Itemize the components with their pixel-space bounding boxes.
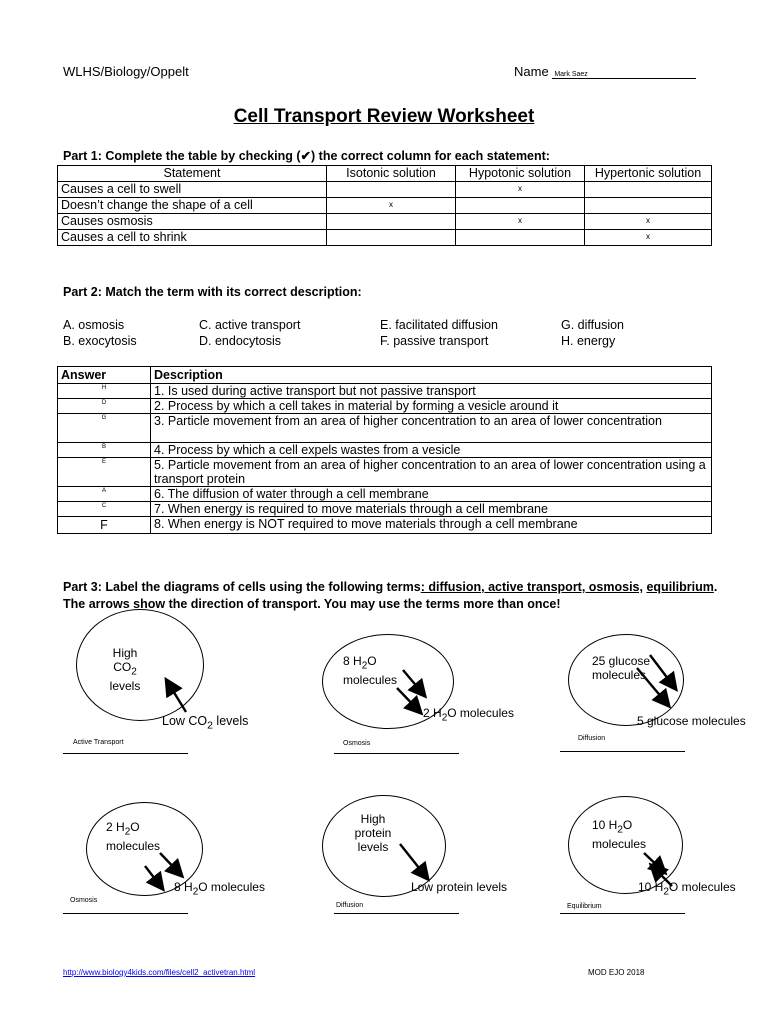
diagram3-answer: Diffusion (578, 735, 606, 742)
outside-text-end: O molecules (668, 880, 736, 894)
answer-cell: F (58, 517, 151, 534)
description-cell: 1. Is used during active transport but not passive transport (151, 384, 712, 399)
answer-cell: C (58, 502, 151, 517)
term-f: F. passive transport (380, 334, 489, 348)
subscript: 2 (207, 720, 213, 732)
diagram4-answer: Osmosis (70, 897, 98, 904)
term-b: B. exocytosis (63, 334, 137, 348)
outside-text: 10 H (638, 880, 664, 894)
term-e: E. facilitated diffusion (380, 318, 498, 332)
footer-credit: MOD EJO 2018 (588, 968, 645, 977)
arrow-4a (145, 866, 162, 888)
answer-cell: G (58, 414, 151, 443)
col-hypertonic-label: Hypertonic solution (594, 166, 702, 180)
part3-terms-2: equilibrium (646, 580, 714, 594)
col-hypotonic: Hypotonic solution (456, 166, 585, 182)
diagram5-inside-line3: levels (357, 840, 389, 854)
name-label: Name (514, 64, 549, 79)
answer-cell: D (58, 399, 151, 414)
description-cell: 6. The diffusion of water through a cell membrane (151, 487, 712, 502)
outside-text-end: levels (212, 714, 249, 728)
outside-text: Low CO (162, 714, 208, 728)
outside-text-end: O molecules (198, 880, 265, 894)
term-g: G. diffusion (561, 318, 625, 332)
subscript: 2 (663, 886, 669, 898)
arrow-4b (160, 853, 181, 875)
term-d: D. endocytosis (199, 334, 281, 348)
inside-text-end: O (130, 820, 140, 834)
part3-instr-b: . The arrows show the direction of transport. You may use the terms more than once! (63, 580, 718, 611)
arrow-1 (167, 681, 186, 712)
statement-cell: Causes osmosis (58, 214, 327, 230)
subscript: 2 (617, 824, 623, 836)
subscript: 2 (192, 886, 199, 898)
arrow-3b (650, 655, 675, 688)
subscript: 2 (131, 666, 137, 678)
inside-text-end: O (367, 654, 377, 668)
inside-text: 2 H (106, 820, 125, 834)
course-label: WLHS/Biology/Oppelt (63, 64, 189, 79)
inside-text: 10 H (592, 818, 618, 832)
outside-text: 8 H (174, 880, 193, 894)
student-name: Mark Saez (552, 71, 696, 79)
col-statement: Statement (58, 166, 327, 182)
diagram3-outside: 5 glucose molecules (637, 714, 746, 728)
worksheet-title: Cell Transport Review Worksheet (233, 106, 535, 127)
outside-text: 2 H (423, 706, 442, 720)
diagram5-inside-line2: protein (354, 826, 392, 840)
outside-text-end: O molecules (447, 706, 514, 720)
subscript: 2 (441, 712, 448, 724)
diagram5-outside: Low protein levels (411, 880, 508, 894)
inside-text-end: O (622, 818, 633, 832)
diagram4-inside-line2: molecules (106, 839, 161, 854)
answer-cell: E (58, 458, 151, 487)
hypertonic-mark: x (585, 230, 712, 246)
description-cell: 8. When energy is NOT required to move materials through a cell membrane (151, 517, 712, 534)
diagram1-inside-line1: High (112, 646, 138, 660)
col-answer: Answer (58, 367, 151, 384)
answer-cell: A (58, 487, 151, 502)
diagram5-inside-line1: High (360, 812, 386, 826)
arrow-5 (400, 844, 427, 878)
description-cell: 3. Particle movement from an area of higher concentration to an area of lower concentration (151, 414, 712, 443)
arrow-2a (397, 688, 420, 712)
diagram5-answer: Diffusion (336, 902, 364, 909)
col-isotonic: Isotonic solution (327, 166, 456, 182)
term-h: H. energy (561, 334, 616, 348)
statement-cell: Causes a cell to swell (58, 182, 327, 198)
co-text: CO (113, 660, 132, 674)
part3-terms: : diffusion, active transport, osmosis, (420, 580, 643, 594)
isotonic-mark: x (327, 198, 456, 214)
part2-instructions: Part 2: Match the term with its correct description: (63, 285, 362, 299)
diagram2-inside-line2: molecules (343, 673, 398, 688)
diagram1-inside-line3: levels (109, 679, 141, 694)
description-cell: 4. Process by which a cell expels wastes from a vesicle (151, 443, 712, 458)
statement-cell: Doesn’t change the shape of a cell (58, 198, 327, 214)
term-c: C. active transport (199, 318, 301, 332)
subscript: 2 (361, 660, 368, 672)
description-cell: 5. Particle movement from an area of higher concentration to an area of lower concentration using a transport protein (151, 458, 712, 487)
footer-link[interactable]: http://www.biology4kids.com/files/cell2_activetran.html (63, 968, 256, 977)
answer-cell: B (58, 443, 151, 458)
term-a: A. osmosis (63, 318, 125, 332)
hypertonic-mark: x (585, 214, 712, 230)
part3-instr-a: Part 3: Label the diagrams of cells using the following terms (63, 580, 421, 594)
description-cell: 2. Process by which a cell takes in material by forming a vesicle around it (151, 399, 712, 414)
diagram3-inside-line1: 25 glucose (592, 654, 651, 668)
subscript: 2 (124, 826, 131, 838)
diagram6-answer: Equilibrium (567, 903, 602, 910)
col-description: Description (151, 367, 712, 384)
description-cell: 7. When energy is required to move materials through a cell membrane (151, 502, 712, 517)
arrow-2b (403, 670, 424, 695)
statement-cell: Causes a cell to shrink (58, 230, 327, 246)
diagram3-inside-line2: molecules (592, 668, 647, 682)
part1-instructions: Part 1: Complete the table by checking (✔) the correct column for each statement: (63, 149, 550, 163)
inside-text: 8 H (343, 654, 362, 668)
answer-cell: H (58, 384, 151, 399)
diagram1-answer: Active Transport (73, 739, 124, 746)
hypotonic-mark: x (456, 182, 585, 198)
hypotonic-mark: x (456, 214, 585, 230)
diagram6-inside-line2: molecules (592, 837, 647, 852)
diagram2-answer: Osmosis (343, 740, 371, 747)
